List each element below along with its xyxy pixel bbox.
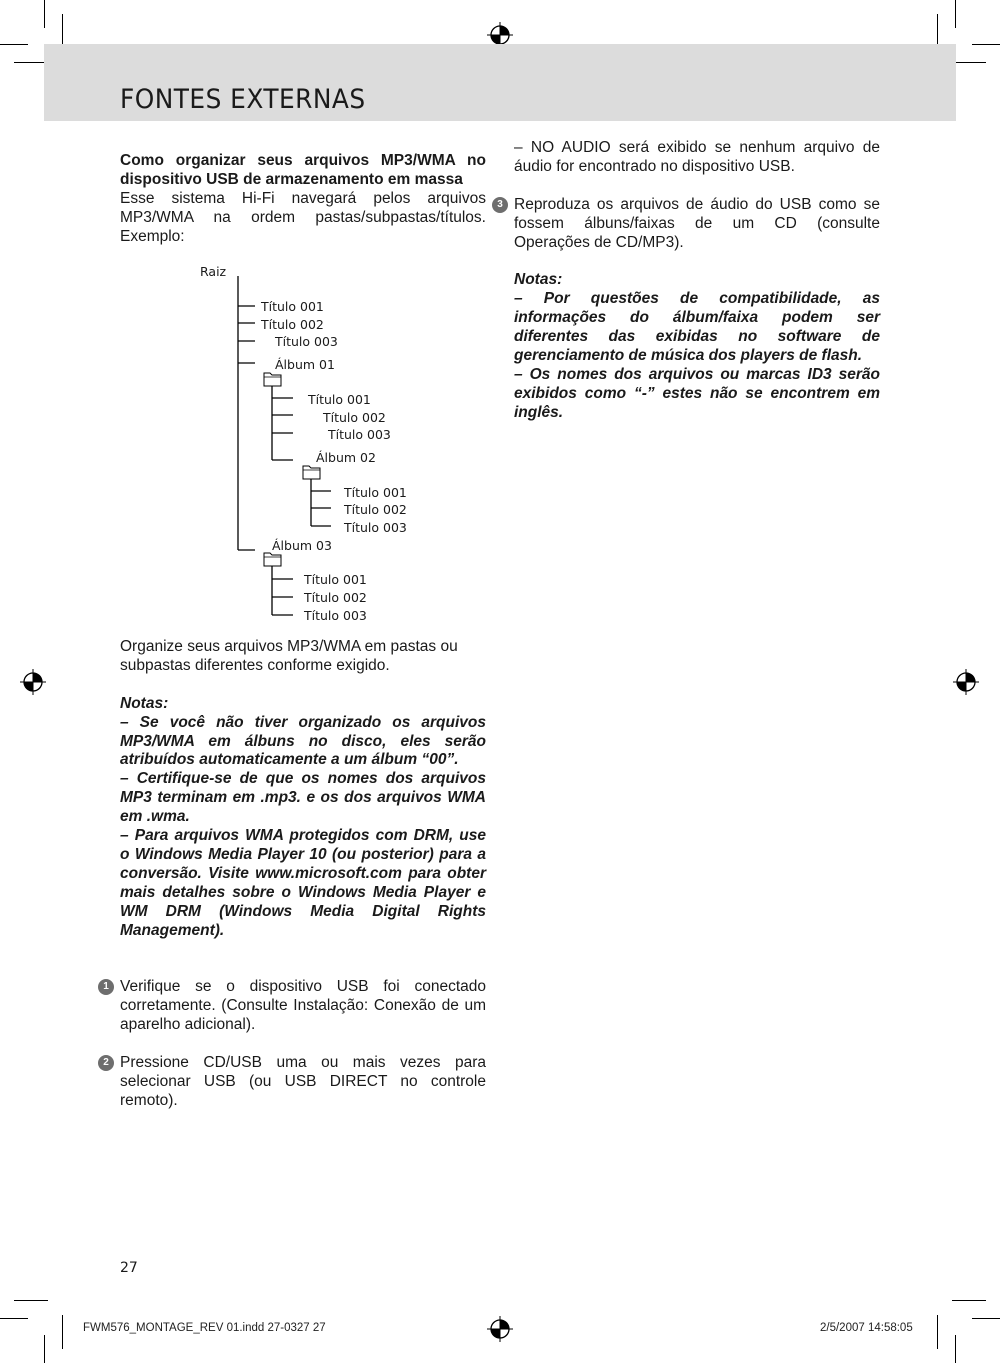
crop-mark xyxy=(14,62,48,63)
tree-title-label: Título 001 xyxy=(261,299,324,314)
notes-title: Notas: xyxy=(514,271,563,289)
step-2 xyxy=(103,1053,486,1111)
note-item: – Certifique-se de que os nomes dos arquivos MP3 terminam em .mp3. e os dos arquivos WMA em .wma. xyxy=(120,770,486,826)
tree-title-label: Título 003 xyxy=(344,520,407,535)
notes-title: Notas: xyxy=(120,694,169,712)
tree-album-label: Álbum 02 xyxy=(316,450,376,465)
organize-paragraph: Organize seus arquivos MP3/WMA em pastas ou subpastas diferentes conforme exigido. xyxy=(120,638,458,674)
note-item: – Se você não tiver organizado os arquivos MP3/WMA em álbuns no disco, eles serão atribuídos automaticamente a um álbum “00”. xyxy=(120,713,486,769)
folder-icon xyxy=(302,463,322,480)
crop-mark xyxy=(955,1335,956,1363)
registration-mark-icon xyxy=(953,669,979,695)
step-number-badge: 1 xyxy=(98,979,114,995)
tree-title-label: Título 001 xyxy=(308,392,371,407)
crop-mark xyxy=(44,0,45,28)
crop-mark xyxy=(62,1315,63,1349)
note-item: – Por questões de compatibilidade, as informações do álbum/faixa podem ser diferentes das exibidas no software de gerenciamento de música dos players de flash. xyxy=(514,290,880,364)
step-number-badge: 2 xyxy=(98,1055,114,1071)
registration-mark-icon xyxy=(487,1316,513,1342)
crop-mark xyxy=(62,14,63,48)
folder-tree-diagram xyxy=(195,260,425,625)
crop-mark xyxy=(955,0,956,28)
intro-paragraph: Esse sistema Hi-Fi navegará pelos arquivos MP3/WMA na ordem pastas/subpastas/títulos. Exemplo: xyxy=(120,189,486,245)
page-number: 27 xyxy=(120,1260,138,1276)
tree-title-label: Título 003 xyxy=(275,334,338,349)
crop-mark xyxy=(44,1335,45,1363)
page-title: FONTES EXTERNAS xyxy=(120,84,366,115)
tree-album-label: Álbum 03 xyxy=(272,538,332,553)
step-3 xyxy=(497,195,880,253)
step-text: Verifique se o dispositivo USB foi conectado corretamente. (Consulte Instalação: Conexão de um aparelho adicional). xyxy=(120,978,486,1034)
tree-title-label: Título 003 xyxy=(328,427,391,442)
crop-mark xyxy=(972,44,1000,45)
tree-root-label: Raiz xyxy=(200,264,227,279)
crop-mark xyxy=(937,14,938,48)
tree-lines xyxy=(195,260,425,625)
folder-icon xyxy=(263,370,283,387)
registration-mark-icon xyxy=(20,669,46,695)
footer-timestamp: 2/5/2007 14:58:05 xyxy=(820,1322,913,1334)
step-text: Reproduza os arquivos de áudio do USB como se fossem álbuns/faixas de um CD (consulte Operações de CD/MP3). xyxy=(514,195,880,251)
tree-title-label: Título 002 xyxy=(304,590,367,605)
note-item: – Os nomes dos arquivos ou marcas ID3 serão exibidos como “-” estes não se encontrem em inglês. xyxy=(514,365,880,421)
left-column-bottom xyxy=(103,638,486,1111)
left-column-top xyxy=(120,152,486,247)
right-column xyxy=(497,139,880,423)
crop-mark xyxy=(0,44,28,45)
crop-mark xyxy=(14,1300,48,1301)
no-audio-paragraph: – NO AUDIO será exibido se nenhum arquivo de áudio for encontrado no dispositivo USB. xyxy=(514,139,880,175)
crop-mark xyxy=(972,1318,1000,1319)
tree-title-label: Título 001 xyxy=(344,485,407,500)
crop-mark xyxy=(0,1318,28,1319)
tree-title-label: Título 002 xyxy=(261,317,324,332)
step-number-badge: 3 xyxy=(492,197,508,213)
crop-mark xyxy=(952,1300,986,1301)
crop-mark xyxy=(937,1315,938,1349)
tree-album-label: Álbum 01 xyxy=(275,357,335,372)
section-heading: Como organizar seus arquivos MP3/WMA no dispositivo USB de armazenamento em massa xyxy=(120,152,486,188)
tree-title-label: Título 003 xyxy=(304,608,367,623)
tree-title-label: Título 001 xyxy=(304,572,367,587)
crop-mark xyxy=(952,62,986,63)
note-item: – Para arquivos WMA protegidos com DRM, use o Windows Media Player 10 (ou posterior) para a conversão. Visite www.microsoft.com para obter mais detalhes sobre o Windows Media Player e WM DRM (Windows Media Digital Rights Management). xyxy=(120,827,486,939)
tree-title-label: Título 002 xyxy=(344,502,407,517)
step-text: Pressione CD/USB uma ou mais vezes para selecionar USB (ou USB DIRECT no controle remoto). xyxy=(120,1053,486,1109)
footer-file-info: FWM576_MONTAGE_REV 01.indd 27-0327 27 xyxy=(83,1322,326,1334)
step-1 xyxy=(103,978,486,1035)
tree-title-label: Título 002 xyxy=(323,410,386,425)
